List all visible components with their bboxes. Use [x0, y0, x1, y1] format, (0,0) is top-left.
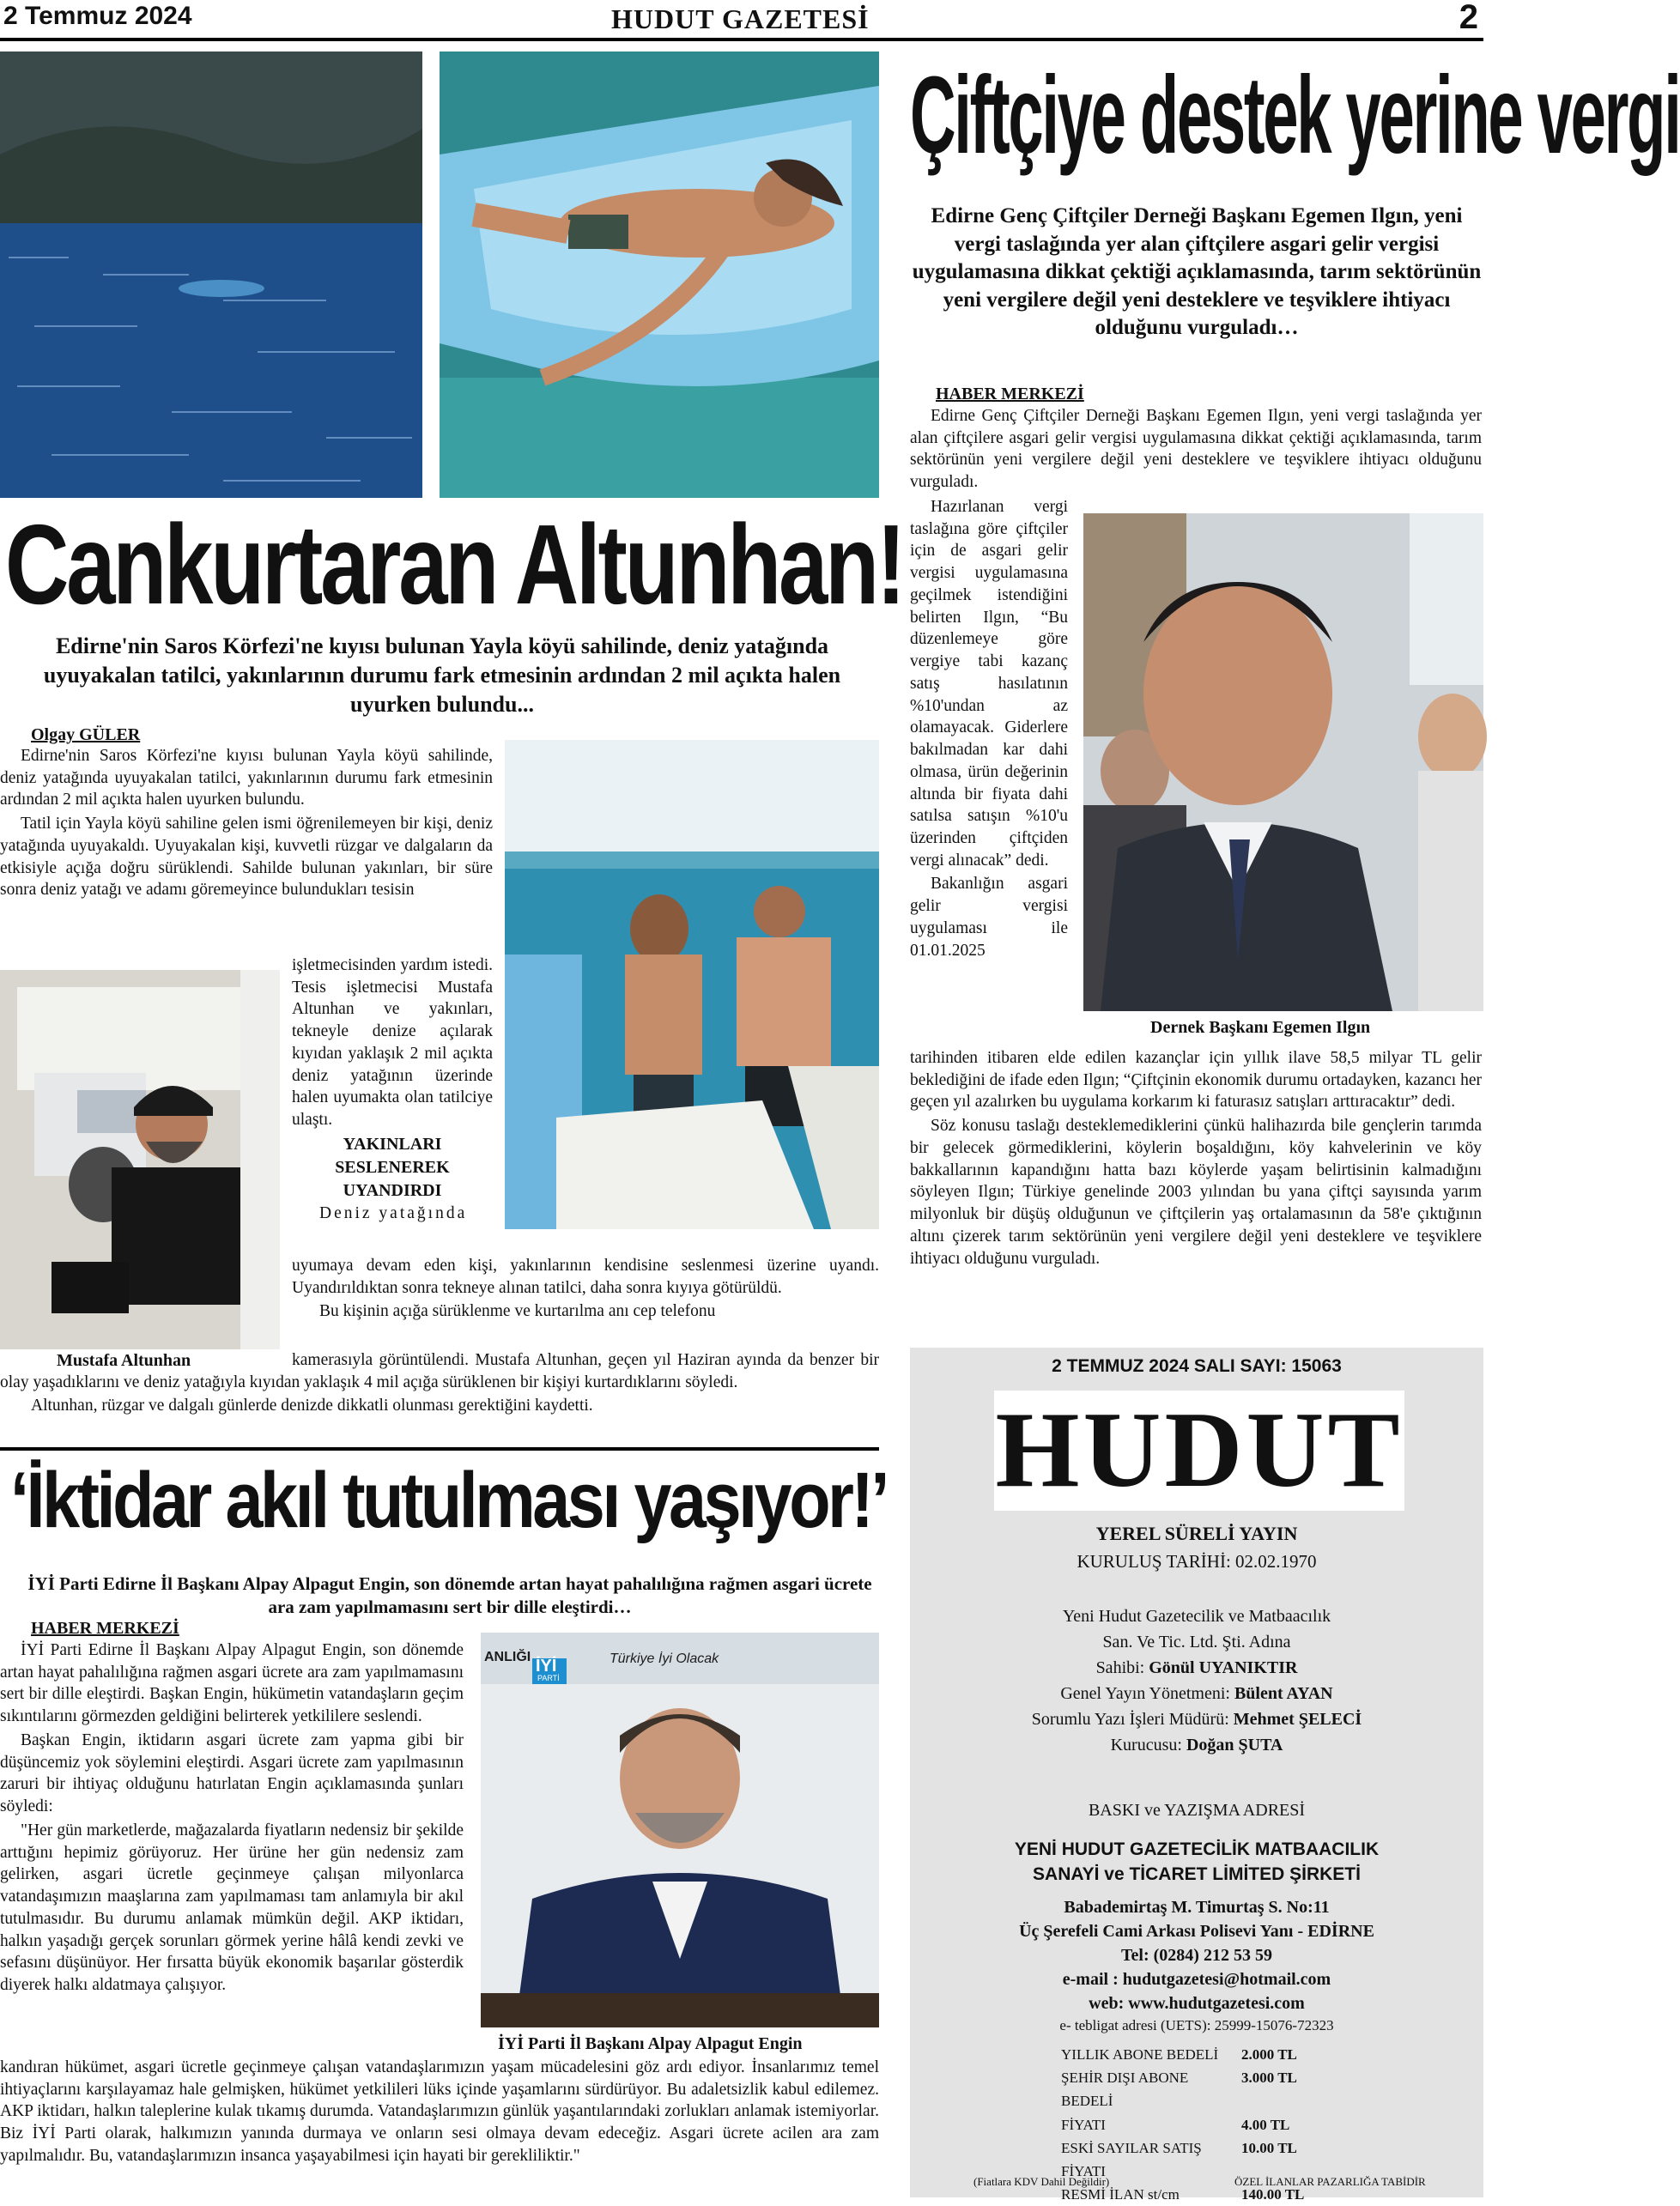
article1-paragraph: Bu kişinin açığa sürüklenme ve kurtarılma anı cep telefonu — [319, 1302, 716, 1321]
article3-paragraph: Hazırlanan vergi taslağına göre çiftçiler için de asgari gelir vergisi uygulamasına geçilmek istendiğini belirten Ilgın, “Bu düzenlemeye göre vergiye tabi kazanç satış hasılatının %10'undan az olamayacak. Giderlere bakılmadan kar dahi olmasa, ürün değerinin altında bir fiyata dahi satılsa satışın %10'u üzerinden çiftçiden vergi alınacak” dedi. — [910, 498, 1068, 870]
founder-label: Kurucusu: — [1110, 1736, 1182, 1754]
masthead-contact — [910, 1895, 1483, 2036]
price-label: ESKİ SAYILAR SATIŞ FİYATI — [1061, 2139, 1202, 2179]
masthead-company-line: Yeni Hudut Gazetecilik ve Matbaacılık — [1062, 1607, 1331, 1626]
masthead-gm — [910, 1681, 1483, 1706]
masthead-title: HUDUT — [995, 1391, 1404, 1510]
photo-banner-left: ANLIĞI — [484, 1650, 531, 1664]
article1-body-end — [0, 1349, 879, 1419]
article1-body-middle — [292, 955, 493, 1227]
masthead-address: Üç Şerefeli Cami Arkası Polisevi Yanı - EDİRNE — [1019, 1922, 1374, 1941]
article3-paragraph: Söz konusu taslağı desteklemediklerini çünkü halihazırda bile gençlerin tarımda bir gelecek görmediklerini, köylerin boşaldığını, köy kahvelerinin ve köy bakkallarının kapandığını hatta bazı köylerde yaşam belirtisinin kalmadığını söyleyen Ilgın; Türkiye genelinde 2003 yılından bu yana çiftçi sayısında yarım milyonluk bir düşüş olduğunun ve çiftçilerin yaş ortalamasının da 58'e çıktığının altını çizerek tarım sektörünün yeni vergilere değil yeni desteklere ve teşviklere ihtiyacı olduğunu vurguladı. — [910, 1117, 1482, 1268]
article3-paragraph: tarihinden itibaren elde edilen kazançlar için yıllık ilave 58,5 milyar TL gelir beklediğini de ifade eden Ilgın; “Çiftçinin ekonomik durumu ortadayken, kazancı her geçen yıl azalırken bu uygulama korkarım ki faturasız satışları arttıracaktır” dedi. — [910, 1049, 1482, 1112]
masthead-uets: e- tebligat adresi (UETS): 25999-15076-72323 — [1059, 2017, 1334, 2033]
article1-paragraph: Tatil için Yayla köyü sahiline gelen ismi öğrenilemeyen bir kişi, deniz yatağında uyuyakaldı. Uyuyakalan kişi, kuvvetli rüzgar ve dalgaların da etkisiyle açığa doğru sürüklendi. Sahilde bulunan yakınları, bir süre sonra deniz yatağı ve adamı göremeyince bulundukları tesisin — [0, 815, 493, 900]
masthead-box — [910, 1348, 1483, 2203]
article2-body-bottom — [0, 2057, 879, 2169]
editor-label: Sorumlu Yazı İşleri Müdürü: — [1031, 1710, 1229, 1729]
photo-party-logo-sub: PARTİ — [537, 1674, 560, 1682]
article1-paragraph: Deniz yatağında — [319, 1203, 468, 1222]
article1-paragraph: Altunhan, rüzgar ve dalgalı günlerde denizde dikkatli olunması gerektiğini kaydetti. — [31, 1397, 593, 1415]
article1-paragraph: Edirne'nin Saros Körfezi'ne kıyısı bulunan Yayla köyü sahilinde, deniz yatağında uyuyakalan tatilci, yakınlarının durumu fark etmesinin ardından 2 mil açıkta halen uyurken bulundu. — [0, 747, 493, 809]
price-value: 140.00 TL — [1241, 2186, 1305, 2203]
masthead-address: Babademirtaş M. Timurtaş S. No:11 — [1064, 1898, 1330, 1917]
masthead-founder — [910, 1732, 1483, 1758]
article2-byline: HABER MERKEZİ — [31, 1619, 179, 1638]
masthead-title-box — [994, 1391, 1404, 1511]
photo-mustafa-altunhan — [0, 970, 280, 1349]
masthead-footnote-right: ÖZEL İLANLAR PAZARLIĞA TABİDİR — [1234, 2175, 1426, 2188]
article3-paragraph: Edirne Genç Çiftçiler Derneği Başkanı Egemen Ilgın, yeni vergi taslağında yer alan çiftçilere asgari gelir vergisi uygulamasına dikkat çektiği açıklamasında, tarım sektörünün yeni vergilere değil yeni desteklere ve teşviklere ihtiyacı olduğunu vurguladı. — [910, 407, 1482, 492]
price-value: 10.00 TL — [1241, 2139, 1297, 2156]
article1-photo-caption: Mustafa Altunhan — [57, 1351, 191, 1370]
article3-body-wide — [910, 1047, 1482, 1271]
article2-paragraph: Başkan Engin, iktidarın asgari ücrete zam yapma gibi bir düşüncemiz yok söylemini eleştirdi. Asgari ücrete zam yapılmasının zaruri bir ihtiyaç olduğunu hatırlatan Engin açıklamasında şunları söyledi: — [0, 1730, 464, 1816]
price-row — [1061, 2113, 1422, 2136]
price-value: 2.000 TL — [1241, 2046, 1297, 2063]
photo-man-sleeping-on-mattress — [440, 52, 879, 498]
page-header — [0, 0, 1483, 39]
article1-body-bottom — [292, 1255, 879, 1323]
article3-body-narrow — [910, 496, 1068, 963]
price-label: RESMİ İLAN st/cm — [1061, 2186, 1180, 2203]
photo-egemen-ilgin — [1083, 513, 1483, 1011]
header-rule — [0, 38, 1483, 41]
article1-headline: Cankurtaran Altunhan! — [5, 501, 904, 627]
masthead-phone: Tel: (0284) 212 53 59 — [1121, 1946, 1272, 1965]
masthead-staff — [910, 1603, 1483, 1758]
masthead-subtitle: YEREL SÜRELİ YAYIN — [1095, 1523, 1298, 1544]
masthead-editor — [910, 1706, 1483, 1732]
article2-paragraph: kandıran hükümet, asgari ücretle geçinmeye çalışan vatandaşlarımızın yaşam mücadelesini göz ardı ediyor. İnsanlarımız temel ihtiyaçlarını karşılayamaz hale gelmişken, hükümet yetkilileri lüks içinde yaşamlarını sürdürüyor. Bu adaletsizlik kabul edilemez. AKP iktidarı, halkın taleplerine kulak tıkamış durumda. Vatandaşlarımızın günlük yaşantılarındaki zorlukları anlamak istemiyorlar. Biz İYİ Parti olarak, halkımızın yanında durmaya ve onların sesi olmaya devam edeceğiz. Asgari ücrete acilen ara zam yapılmalıdır. Bu, vatandaşlarımızın insanca yaşayabilmesi için hayati bir gerekliliktir." — [0, 2058, 879, 2165]
price-value: 4.00 TL — [1241, 2116, 1290, 2133]
masthead-web: web: www.hudutgazetesi.com — [1089, 1994, 1305, 2013]
owner-name: Gönül UYANIKTIR — [1149, 1658, 1298, 1677]
masthead-company-name: SANAYİ ve TİCARET LİMİTED ŞİRKETİ — [1033, 1864, 1361, 1885]
article2-body-left — [0, 1639, 464, 1998]
price-value: 3.000 TL — [1241, 2070, 1297, 2087]
photo-banner-right: Türkiye İyi Olacak — [610, 1651, 719, 1666]
masthead-footnote-left: (Fiatlara KDV Dahil Değildir) — [973, 2175, 1110, 2188]
photo-party-logo: İYİ — [536, 1657, 557, 1676]
header-date: 2 Temmuz 2024 — [3, 2, 192, 30]
masthead-company-name: YENİ HUDUT GAZETECİLİK MATBAACILIK — [1014, 1839, 1380, 1859]
article1-paragraph: uyumaya devam eden kişi, yakınlarının kendisine seslenmesi üzerine uyandı. Uyandırıldıktan sonra tekneye alınan tatilci, daha sonra kıyıya götürüldü. — [292, 1257, 879, 1297]
masthead-email: e-mail : hudutgazetesi@hotmail.com — [1062, 1970, 1331, 1989]
article1-paragraph: işletmecisinden yardım istedi. Tesis işletmecisi Mustafa Altunhan ve yakınları, tekneyle denize açılarak kıyıdan yaklaşık 2 mil açıkta deniz yatağının üzerinde halen uyumakta olan tatilciye ulaştı. — [292, 956, 493, 1130]
masthead-company — [910, 1837, 1483, 1888]
article2-photo-caption: İYİ Parti İl Başkanı Alpay Alpagut Engin — [498, 2034, 803, 2053]
masthead-address-heading: BASKI ve YAZIŞMA ADRESİ — [1088, 1801, 1306, 1820]
price-row — [1061, 2043, 1422, 2066]
header-page-number: 2 — [1459, 0, 1478, 36]
article3-photo-caption: Dernek Başkanı Egemen Ilgın — [1150, 1018, 1371, 1037]
gm-name: Bülent AYAN — [1234, 1684, 1333, 1703]
owner-label: Sahibi: — [1095, 1658, 1145, 1677]
article1-byline: Olgay GÜLER — [31, 725, 141, 744]
article1-body-top — [0, 745, 493, 903]
gm-label: Genel Yayın Yönetmeni: — [1060, 1684, 1230, 1703]
masthead-founded: KURULUŞ TARİHİ: 02.02.1970 — [1077, 1551, 1317, 1572]
article2-paragraph: İYİ Parti Edirne İl Başkanı Alpay Alpagut Engin, son dönemde artan hayat pahalılığına rağmen asgari ücrete ara zam yapılmamasını sert bir dille eleştirdi. Başkan Engin, hükümetin vatandaşların geçim sıkıntılarını görmezden geldiğini belirterek yetkililere seslendi. — [0, 1641, 464, 1726]
photo-alpay-alpagut-engin — [481, 1633, 879, 2027]
price-label: FİYATI — [1061, 2116, 1106, 2133]
section-divider — [0, 1447, 879, 1451]
price-row — [1061, 2066, 1422, 2112]
price-label: YILLIK ABONE BEDELİ — [1061, 2046, 1219, 2063]
article2-lead: İYİ Parti Edirne İl Başkanı Alpay Alpagut Engin, son dönemde artan hayat pahalılığına rağmen asgari ücrete ara zam yapılmamasını sert bir dille eleştirdi… — [27, 1573, 872, 1617]
header-paper-name: HUDUT GAZETESİ — [611, 3, 870, 34]
masthead-issue: 2 TEMMUZ 2024 SALI SAYI: 15063 — [1052, 1356, 1342, 1376]
article1-paragraph: kamerasıyla görüntülendi. Mustafa Altunhan, geçen yıl Haziran ayında da benzer bir olay yaşadıklarını ve deniz yatağıyla kıyıdan yaklaşık 4 mil açığa sürüklenen bir kişiyi kurtardıklarını söyledi. — [0, 1351, 879, 1391]
photo-men-on-boat — [505, 740, 879, 1229]
article3-body-intro — [910, 405, 1482, 495]
price-label: ŞEHİR DIŞI ABONE BEDELİ — [1061, 2070, 1189, 2110]
article2-paragraph: "Her gün marketlerde, mağazalarda fiyatların nedensiz bir şekilde arttığını hepimiz görüyoruz. Her ürüne her gün nedensiz zam gelirken, asgari ücretle geçinmeye çalışan milyonlarca vatandaşımızın maaşlarına zam yapılmaması tam anlamıyla bir akıl tutulmasıdır. Bu durumu anlamak mümkün değil. AKP iktidarı, halkın yaşadığı gerçek sorunları görmek yerine hâlâ kendi zevki ve sefasını düşünüyor. Her fırsatta büyük ekonomik başarılar gösterdik diyerek halkı aldatmaya çalışıyor. — [0, 1821, 464, 1995]
photo-sea-floating-mattress — [0, 52, 422, 498]
article3-headline: Çiftçiye destek yerine vergi — [910, 54, 1680, 177]
article1-subhead: YAKINLARI SESLENEREK UYANDIRDI — [335, 1134, 450, 1200]
masthead-company-line: San. Ve Tic. Ltd. Şti. Adına — [1102, 1633, 1291, 1651]
article2-headline: ‘İktidar akıl tutulması yaşıyor!’ — [10, 1457, 887, 1544]
article3-lead: Edirne Genç Çiftçiler Derneği Başkanı Egemen Ilgın, yeni vergi taslağında yer alan çiftçilere asgari gelir vergisi uygulamasına dikkat çektiği açıklamasında, tarım sektörünün yeni vergilere değil yeni desteklere ve teşviklere ihtiyacı olduğunu vurguladı… — [912, 204, 1482, 339]
masthead-owner — [910, 1655, 1483, 1681]
article1-lead: Edirne'nin Saros Körfezi'ne kıyısı bulunan Yayla köyü sahilinde, deniz yatağında uyuyakalan tatilci, yakınlarının durumu fark etmesinin ardından 2 mil açıkta halen uyurken bulundu... — [43, 633, 841, 717]
article3-paragraph: Bakanlığın asgari gelir vergisi uygulaması ile 01.01.2025 — [910, 875, 1068, 960]
founder-name: Doğan ŞUTA — [1186, 1736, 1283, 1754]
article3-byline: HABER MERKEZİ — [936, 385, 1084, 403]
editor-name: Mehmet ŞELECİ — [1233, 1710, 1362, 1729]
